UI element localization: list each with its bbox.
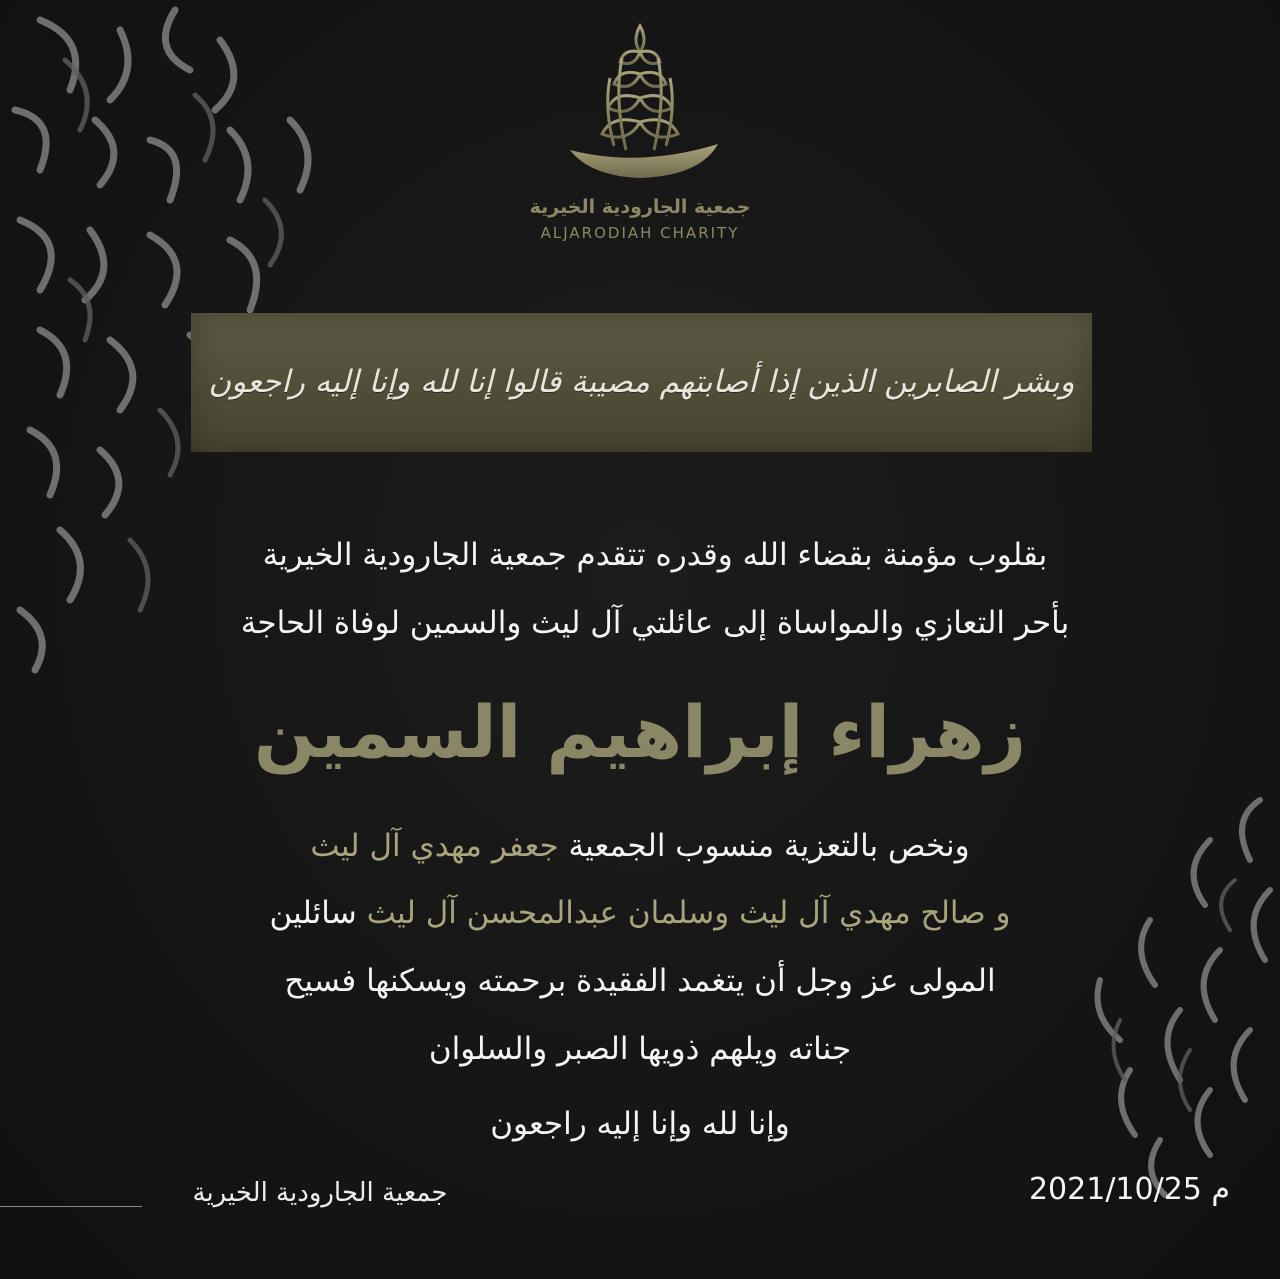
prayer-start: سائلين <box>269 895 357 931</box>
logo-name-english: ALJARODIAH CHARITY <box>540 224 740 242</box>
charity-logo <box>520 18 760 248</box>
member-name-jafar: جعفر مهدي آل ليث <box>310 828 559 864</box>
message-line-7: وإنا لله وإنا إليه راجعون <box>490 1106 790 1142</box>
condolence-prefix: ونخص بالتعزية منسوب الجمعية <box>568 828 970 864</box>
message-line-2: بأحر التعازي والمواساة إلى عائلتي آل ليث والسمين لوفاة الحاجة <box>240 605 1070 641</box>
message-line-3 <box>0 828 1280 864</box>
message-line-1: بقلوب مؤمنة بقضاء الله وقدره تتقدم جمعية الجارودية الخيرية <box>262 537 1048 573</box>
message-line-6: جناته ويلهم ذويها الصبر والسلوان <box>428 1031 852 1067</box>
member-names: و صالح مهدي آل ليث وسلمان عبدالمحسن آل ليث <box>366 895 1011 931</box>
verse-banner <box>191 313 1092 452</box>
deceased-name: زهراء إبراهيم السمين <box>253 690 1027 774</box>
quran-verse-calligraphy: وبشر الصابرين الذين إذا أصابتهم مصيبة قالوا إنا لله وإنا إليه راجعون <box>208 364 1075 400</box>
footer-date: 2021/10/25 م <box>1028 1172 1230 1207</box>
footer-organization: جمعية الجارودية الخيرية <box>192 1178 448 1208</box>
logo-name-arabic: جمعية الجارودية الخيرية <box>529 196 751 218</box>
message-line-4 <box>0 895 1280 931</box>
message-line-5: المولى عز وجل أن يتغمد الفقيدة برحمته ويسكنها فسيح <box>284 963 996 999</box>
footer-divider <box>0 1206 142 1207</box>
wheat-boat-logo-icon <box>540 18 740 190</box>
